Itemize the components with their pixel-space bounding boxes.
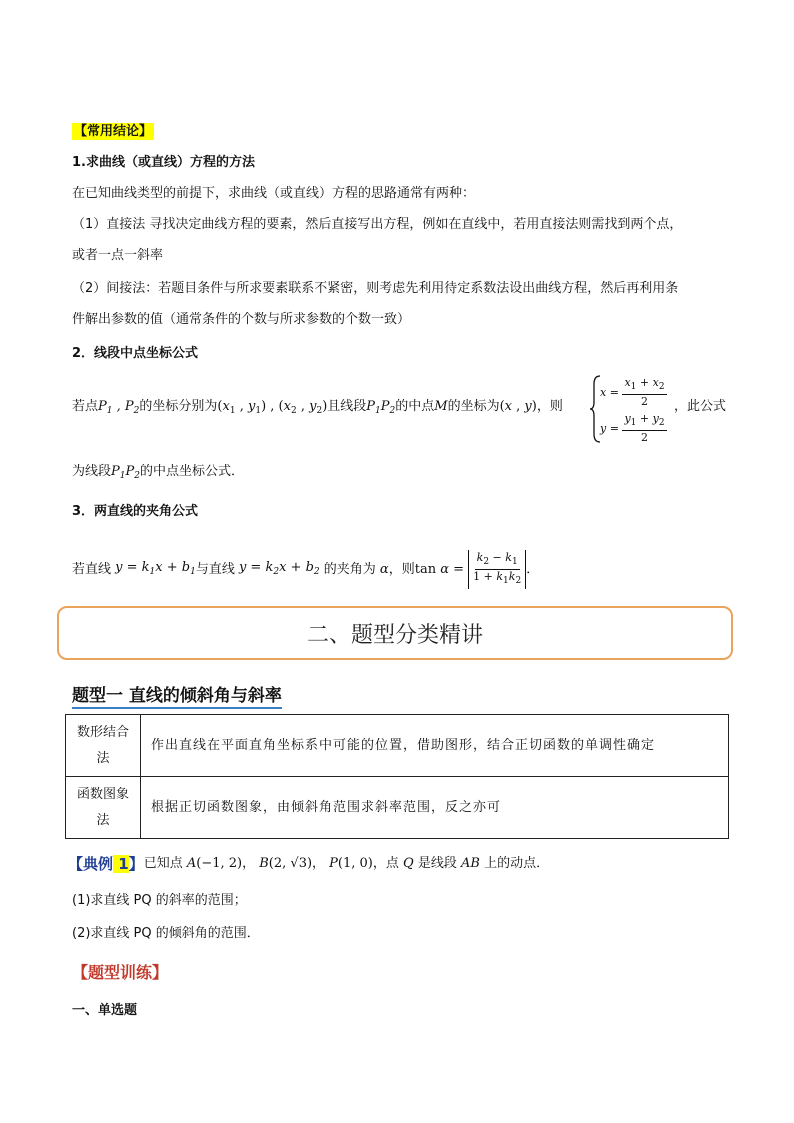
method-name: 函数图象 法 [66, 777, 141, 839]
s2-line2: 为线段$P_1P_2$的中点坐标公式． [72, 464, 244, 481]
methods-table [65, 714, 729, 839]
s2-tail: ，此公式 [674, 399, 727, 414]
s3-formula-line: 若直线 $y = k_1x + b_1$ 与直线 $y = k_2x + b_2$ 的夹角为 α ，则 tan α = $\frac{k_2 - k_1}{1 + k_1k_2}$ ． [72, 550, 539, 589]
banner-title: 二、题型分类精讲 [306, 622, 483, 648]
example-line: 【典例 1】 已知点 A(−1, 2)， B(2, √3)， P(1, 0) ，点 Q 是线段 AB 上的动点． [68, 855, 550, 873]
method-desc: 作出直线在平面直角坐标系中可能的位置，借助图形，结合正切函数的单调性确定 [141, 715, 729, 777]
conclusions-tag: 【常用结论】 [74, 124, 153, 139]
training-tag: 【题型训练】 [72, 963, 169, 982]
section-banner [57, 606, 733, 660]
s3-title: 3．两直线的夹角公式 [72, 504, 199, 519]
s1-p1-line1: （1）直接法 寻找决定曲线方程的要素，然后直接写出方程，例如在直线中，若用直接法则需找到两个点， [72, 217, 683, 232]
midpoint-system: x = $\frac{x_1 + x_2}{2}$ y = $\frac{y_1 + y_2}{2}$ [590, 374, 670, 444]
s1-intro: 在已知曲线类型的前提下，求曲线（或直线）方程的思路通常有两种： [72, 186, 476, 201]
s1-p2-line2: 件解出参数的值（通常条件的个数与所求参数的个数一致） [72, 312, 411, 327]
table-row [66, 715, 729, 777]
example-q1: (1)求直线 PQ 的斜率的范围； [72, 893, 247, 908]
method-desc: 根据正切函数图象，由倾斜角范围求斜率范围，反之亦可 [141, 777, 729, 839]
s2-title: 2．线段中点坐标公式 [72, 346, 199, 361]
example-tag: 【典例 1】 [68, 855, 144, 873]
s2-formula-line: 若点$P_1$ , $P_2$的坐标分别为($x_1$ , $y_1$) , ($x_2$ , $y_2$)且线段$P_1P_2$的中点M的坐标为(x , y)，则 [72, 399, 563, 416]
training-subtitle: 一、单选题 [72, 1003, 138, 1018]
s1-p1-line2: 或者一点一斜率 [72, 248, 164, 263]
example-q2: (2)求直线 PQ 的倾斜角的范围． [72, 926, 260, 941]
table-row [66, 777, 729, 839]
s1-title: 1.求曲线（或直线）方程的方法 [72, 155, 255, 170]
question-type-title: 题型一 直线的倾斜角与斜率 [72, 681, 282, 709]
s1-p2-line1: （2）间接法：若题目条件与所求要素联系不紧密，则考虑先利用待定系数法设出曲线方程，然后再利用条 [72, 281, 679, 296]
method-name: 数形结合 法 [66, 715, 141, 777]
